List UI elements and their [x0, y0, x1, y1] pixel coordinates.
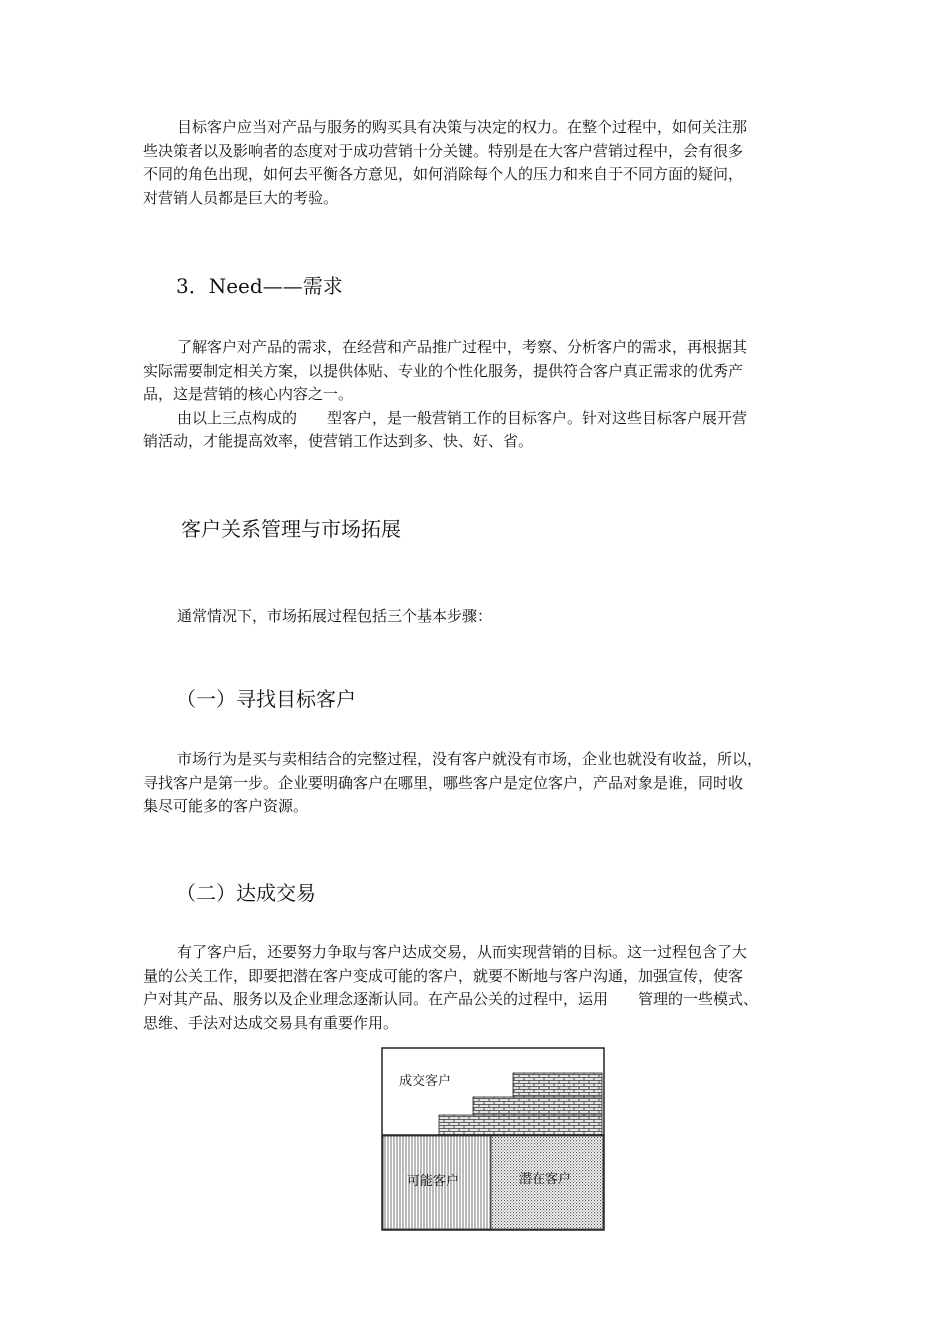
paragraph-find-customers [143, 748, 807, 819]
text-line: 由以上三点构成的 型客户，是一般营销工作的目标客户。针对这些目标客户展开营 [177, 408, 748, 427]
stair-middle [473, 1097, 602, 1115]
text-line: 目标客户应当对产品与服务的购买具有决策与决定的权力。在整个过程中，如何关注那 [177, 118, 748, 136]
text-line: 些决策者以及影响者的态度对于成功营销十分关键。特别是在大客户营销过程中，会有很多 [143, 141, 744, 160]
customer-types-diagram [381, 1047, 606, 1231]
stair-bottom [439, 1115, 602, 1135]
heading-close-deal: （二）达成交易 [176, 881, 316, 905]
paragraph-close-deal [143, 941, 807, 1035]
heading-need: 3．Need——需求 [176, 274, 343, 298]
stair-top [513, 1073, 602, 1097]
text-line: 销活动，才能提高效率，使营销工作达到多、快、好、省。 [143, 432, 534, 450]
possible-customers-label: 可能客户 [407, 1174, 460, 1189]
paragraph-intro [143, 605, 807, 629]
text-line: 有了客户后，还要努力争取与客户达成交易，从而实现营销的目标。这一过程包含了大 [177, 943, 748, 961]
text-line: 不同的角色出现，如何去平衡各方意见，如何消除每个人的压力和来自于不同方面的疑问， [143, 165, 744, 183]
heading-find-target-customers: （一）寻找目标客户 [176, 687, 356, 711]
text-line: 集尽可能多的客户资源。 [143, 797, 309, 815]
text-line: 寻找客户是第一步。企业要明确客户在哪里，哪些客户是定位客户，产品对象是谁，同时收 [143, 773, 744, 792]
text-line: 市场行为是买与卖相结合的完整过程，没有客户就没有市场，企业也就没有收益，所以， [177, 750, 763, 768]
paragraph-decision-makers [143, 116, 807, 210]
closed-customers-label: 成交客户 [399, 1074, 452, 1089]
potential-customers-label: 潜在客户 [519, 1172, 572, 1187]
text-line: 实际需要制定相关方案，以提供体贴、专业的个性化服务，提供符合客户真正需求的优秀产 [143, 361, 744, 380]
text-line: 对营销人员都是巨大的考验。 [143, 188, 339, 207]
text-line: 量的公关工作，即要把潜在客户变成可能的客户，就要不断地与客户沟通，加强宣传，使客 [143, 966, 744, 985]
heading-crm-market-expansion: 客户关系管理与市场拓展 [181, 517, 401, 541]
text-line: 思维、手法对达成交易具有重要作用。 [143, 1013, 399, 1032]
text-line: 户对其产品、服务以及企业理念逐渐认同。在产品公关的过程中，运用 管理的一些模式、 [143, 990, 759, 1008]
text-line: 通常情况下，市场拓展过程包括三个基本步骤： [177, 607, 493, 625]
customer-types-figure [381, 1047, 606, 1231]
text-line: 品，这是营销的核心内容之一。 [143, 385, 354, 403]
paragraph-need [143, 336, 807, 454]
text-line: 了解客户对产品的需求，在经营和产品推广过程中，考察、分析客户的需求，再根据其 [177, 338, 748, 356]
